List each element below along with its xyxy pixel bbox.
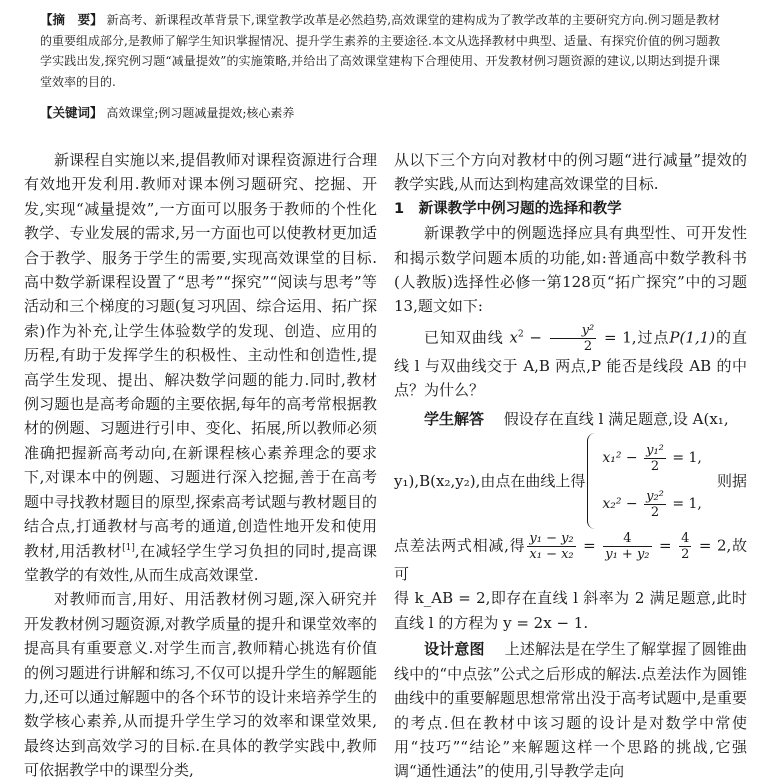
problem-eq-right: = 1,过点 — [598, 328, 670, 347]
problem-statement: 已知双曲线 $x^2$ − $\frac{\text{y²}}{2}$ = 1,过点P(1,1)的直线 l 与双曲线交于 A,B 两点,P 能否是线段 AB 的中点？为什么？ — [394, 322, 747, 400]
keywords — [40, 103, 720, 123]
answer-text-1: 假设存在直线 l 满足题意,设 A(x₁, — [503, 409, 729, 428]
design-label: 设计意图 — [424, 640, 485, 659]
problem-pre: 已知双曲线 — [424, 328, 504, 347]
problem-eq-x: x — [509, 328, 518, 347]
design-intent — [394, 637, 747, 783]
left-paragraph-1-text: 新课程自实施以来,提倡教师对课程资源进行合理有效地开发利用.教师对课本例习题研究、挖掘、开发,实现“减量提效”,一方面可以服务于教师的个性化教学、专业发展的需求,另一方面也可以使教材更加适合于教学、服务于学生的需要,实现高效课堂的目标.高中数学新课程设置了“思考”“探究”“阅读与思考”等活动和三个梯度的习题(复习巩固、综合运用、拓广探索)作为补充,让学生体验数学的发现、创造、应用的历程,有助于发挥学生的积极性、主动性和创造性,提高学生发现、提出、解决数学问题的能力.同时,教材例习题也是高考命题的主要依据,每年的高考常根据教材的例题、习题进行引申、变化、拓展,所以教师必须准确把握新高考动向,在新课程核心素养理念的要求下,对课本中的例题、习题进行深入挖掘,善于在高考题中寻找教材题目的原型,探索高考试题与教材题目的结合点,打通教材与高考的通道,创造性地开发和使用教材,用活教材 — [24, 151, 377, 560]
answer-fraction-1: $\frac{\text{y₁ − y₂}}{\text{x₁ − x₂}}$ — [529, 531, 574, 563]
left-column — [24, 148, 377, 783]
problem-post: 的直线 l 与双曲线交于 A,B 两点,P 能否是线段 AB 的中点？为什么？ — [394, 328, 747, 400]
system-brace — [587, 433, 598, 529]
system-lines — [602, 435, 702, 527]
system-line-1: x₁² − $\frac{\text{y₁²}}{2}$ = 1, — [602, 442, 702, 474]
problem-fraction: $\frac{\text{y²}}{2}$ — [550, 323, 597, 354]
section-heading: 1 新课教学中例习题的选择和教学 — [394, 200, 622, 217]
left-paragraph-2: 对教师而言,用好、用活教材例习题,深入研究并开发教材例习题资源,对教学质量的提升和课堂效率的提高具有重要意义.对学生而言,教师精心挑选有价值的例习题进行讲解和练习,不仅可以提升学生的解题能力,还可以通过解题中的各个环节的设计来培养学生的数学核心素养,从而提升学生学习的效率和课堂效果,最终达到高效学习的目标.在具体的教学实践中,教师可依据教学中的课型分类, — [24, 590, 377, 780]
answer-conclusion: 得 k_AB = 2,即存在直线 l 斜率为 2 满足题意,此时直线 l 的方程为 y = 2x − 1. — [394, 589, 747, 632]
answer-fraction-3: $\frac{4}{2}$ — [681, 531, 690, 563]
right-paragraph-1: 新课教学中的例题选择应具有典型性、可开发性和揭示数学问题本质的功能,如:普通高中数学教科书(人教版)选择性必修一第128页“拓广探究”中的习题13,题文如下: — [394, 224, 747, 316]
left-paragraph-1-end: ,在减轻学生学习负担的同时,提高课堂教学的有效性,从而生成高效课堂. — [24, 541, 377, 584]
problem-point: P(1,1) — [669, 328, 716, 347]
answer-derivation: 点差法两式相减,得 $\frac{\text{y₁ − y₂}}{\text{x₁ − x₂}}$ = $\frac{4}{\text{y₁ + y₂}}$ = $\frac{4}{2}$ = 2,故可 — [394, 531, 747, 584]
keywords-text: 高效课堂;例习题减量提效;核心素养 — [106, 106, 295, 120]
answer-label: 学生解答 — [424, 409, 485, 428]
abstract-label: 【摘 要】 — [40, 12, 103, 27]
equation-system — [394, 433, 747, 529]
right-column — [394, 148, 747, 784]
system-then: 则据 — [716, 471, 747, 490]
design-text: 上述解法是在学生了解掌握了圆锥曲线中的“中点弦”公式之后形成的解法.点差法作为圆锥曲线中的重要解题思想常常出没于高考试题中,是重要的考点.但在教材中该习题的设计是对数学中常使用“技巧”“结论”来解题这样一个思路的挑战,它强调“通性通法”的使用,引导教学走向 — [394, 640, 747, 781]
abstract-text: 新高考、新课程改革背景下,课堂教学改革是必然趋势,高效课堂的建构成为了教学改革的主要研究方向.例习题是教材的重要组成部分,是教师了解学生知识掌握情况、提升学生素养的主要途径.本文从选择教材中典型、适量、有探究价值的例习题教学实践出发,探究例习题“减量提效”的实施策略,并给出了高效课堂建构下合理使用、开发教材例习题资源的建议,以期达到提升课堂效率的目的. — [40, 13, 720, 89]
citation-1: [1] — [122, 542, 135, 553]
left-paragraph-1 — [24, 148, 377, 587]
answer-text-2: y₁),B(x₂,y₂),由点在曲线上得 — [394, 471, 586, 490]
student-answer — [394, 407, 747, 431]
answer-fraction-2: $\frac{4}{\text{y₁ + y₂}}$ — [605, 531, 650, 563]
abstract — [40, 10, 720, 92]
right-paragraph-0: 从以下三个方向对教材中的例习题“进行减量”提效的教学实践,从而达到构建高效课堂的目标. — [394, 151, 747, 194]
keywords-label: 【关键词】 — [40, 105, 103, 120]
problem-eq-minus: − — [523, 328, 548, 347]
system-line-2: x₂² − $\frac{\text{y₂²}}{2}$ = 1, — [602, 488, 702, 520]
